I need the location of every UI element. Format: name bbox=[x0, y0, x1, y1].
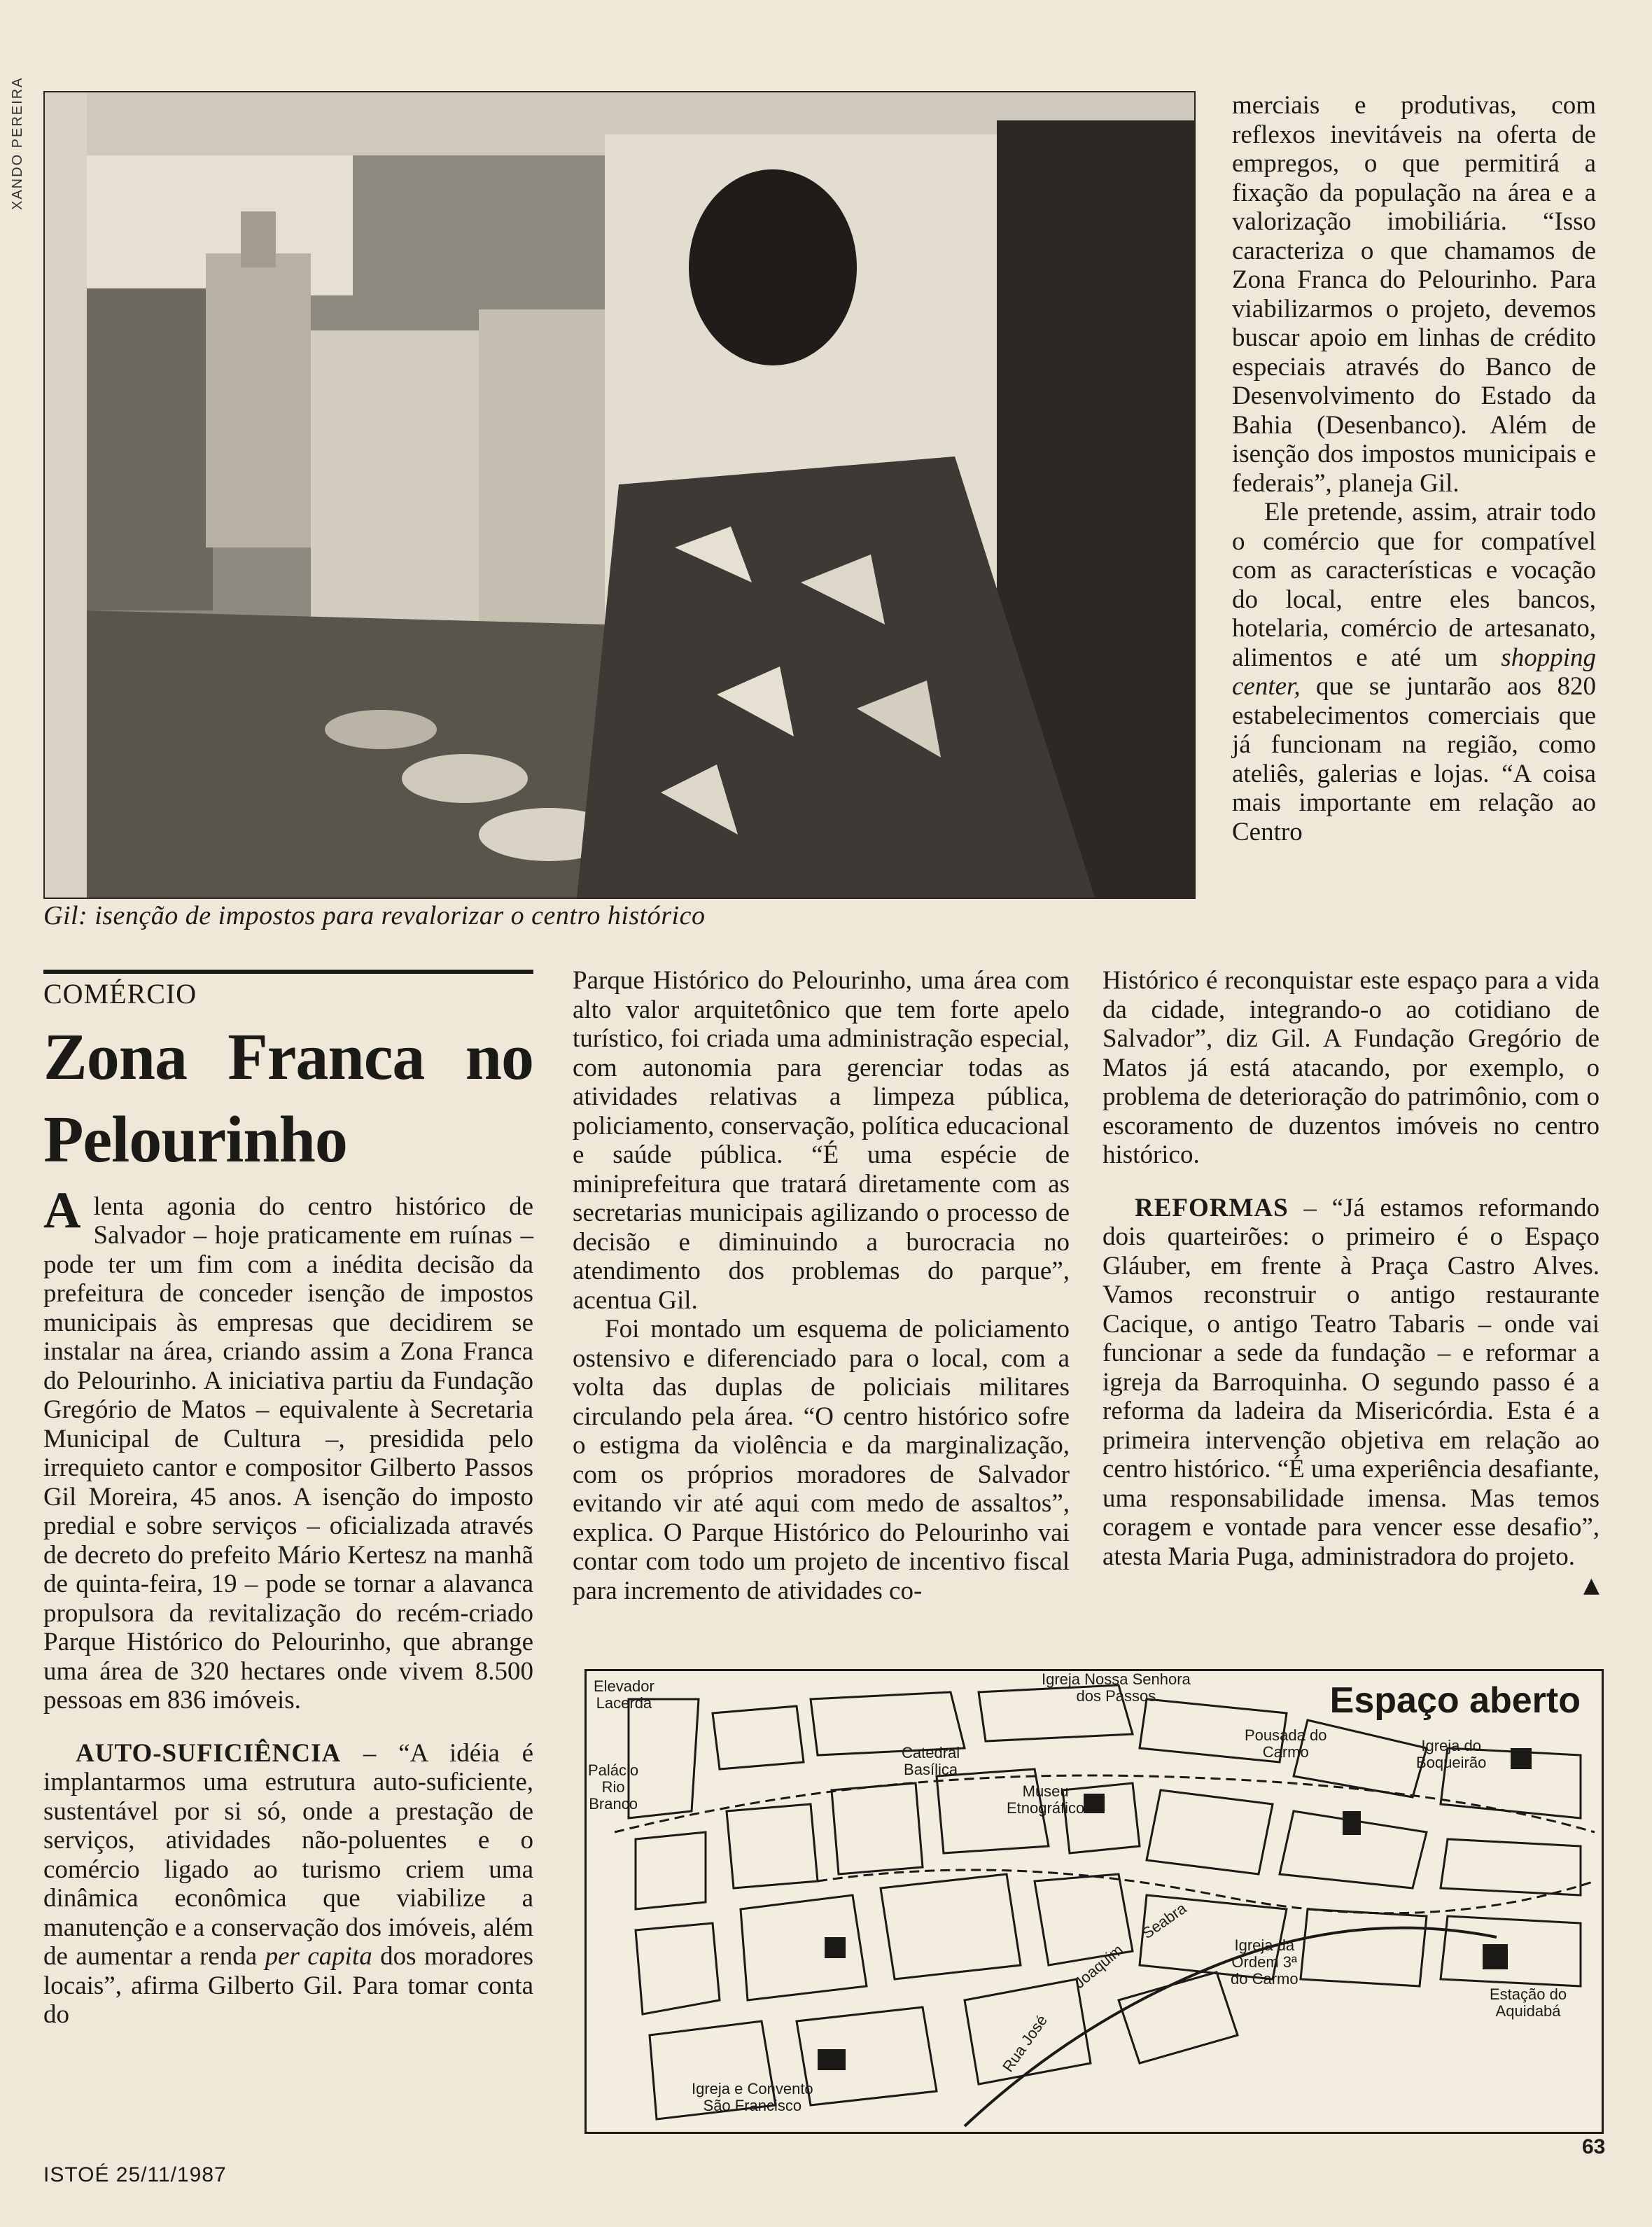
map-label-seabra: Seabra bbox=[1138, 1899, 1190, 1943]
page-number: 63 bbox=[1582, 2135, 1606, 2158]
article-column-3-top bbox=[1232, 91, 1596, 846]
pelourinho-map bbox=[584, 1669, 1604, 2134]
col2-paragraph-2: Foi montado um esquema de policiamento ostensivo e diferenciado para o local, com a volta das duplas de policiais militares circulando pela área. “O centro histórico sofre o estigma da violência e da marginalização, com os próprios moradores de Salvador evitando vir até aqui com medo de assaltos”, explica. O Parque Histórico do Pelourinho vai contar com todo um projeto de incentivo fiscal para incremento de atividades co- bbox=[573, 1315, 1070, 1605]
article-column-1 bbox=[43, 970, 533, 2030]
auto-suficiencia-text-end: dos moradores locais”, afirma Gilberto Gil. Para tomar conta do bbox=[43, 1942, 533, 2029]
map-label-palacio-rio-branco: Palácio Rio Branco bbox=[588, 1761, 639, 1813]
dropcap: A bbox=[43, 1181, 81, 1239]
map-title: Espaço aberto bbox=[1329, 1680, 1581, 1721]
map-label-elevador-lacerda: Elevador Lacerda bbox=[594, 1677, 654, 1712]
col3-top-text-end: que se juntarão aos 820 estabelecimentos comerciais que já funcionam na região, como ateliês, galerias e lojas. “A coisa mais importante em relação ao Centro bbox=[1232, 672, 1596, 846]
headline: Zona Franca no Pelourinho bbox=[43, 1020, 533, 1176]
per-capita-text: per capita bbox=[257, 1942, 372, 1971]
subhead-reformas: REFORMAS bbox=[1135, 1193, 1289, 1222]
shopping-center-text: shopping center, bbox=[1232, 643, 1596, 701]
map-label-museu-etnografico: Museu Etnográfico bbox=[1007, 1782, 1085, 1817]
auto-suficiencia-text: – “A idéia é implantarmos uma estrutura auto-suficiente, sustentável por si só, onde a prestação de serviços, atividades não-poluentes e o comércio ligado ao turismo criem uma dinâmica econômica que viabilize a manutenção e a conservação dos imóveis, além de aumentar a renda bbox=[43, 1738, 533, 1971]
photo-illustration bbox=[45, 92, 1194, 898]
map-label-estacao-aquidaba: Estação do Aquidabá bbox=[1490, 1985, 1567, 2020]
map-label-pousada-carmo: Pousada do Carmo bbox=[1245, 1726, 1327, 1761]
col2-paragraph-1: Parque Histórico do Pelourinho, uma área com alto valor arquitetônico que tem forte apelo turístico, foi criada uma administração especial, com autonomia para gerenciar todas as atividades relativas a limpeza pública, policiamento, conservação, política educacional e saúde pública. “É uma espécie de miniprefeitura que tratará diretamente com as secretarias municipais agilizando o processo de decisão e diminuindo a burocracia no atendimento dos problemas do parque”, acentua Gil. bbox=[573, 966, 1070, 1315]
map-label-nossa-senhora-passos: Igreja Nossa Senhora dos Passos bbox=[1042, 1670, 1191, 1705]
map-label-sao-francisco: Igreja e Convento São Francisco bbox=[692, 2080, 813, 2114]
section-label: COMÉRCIO bbox=[43, 978, 197, 1010]
col3-paragraph-1: Histórico é reconquistar este espaço para a vida da cidade, integrando-o ao cotidiano de Salvador”, diz Gil. A Fundação Gregório de Matos já está atacando, por exemplo, o problema de deterioração do patrimônio, com o escoramento de duzentos imóveis no centro histórico. bbox=[1102, 966, 1600, 1169]
issue-footer: ISTOÉ 25/11/1987 bbox=[43, 2163, 227, 2186]
map-label-igreja-boqueirao: Igreja do Boqueirão bbox=[1416, 1737, 1487, 1771]
lead-paragraph bbox=[43, 1181, 533, 1715]
col3-top-paragraph-1: merciais e produtivas, com reflexos inevitáveis na oferta de empregos, o que permitirá a fixação da população na área e a valorização imobiliária. “Isso caracteriza o que chamamos de Zona Franca do Pelourinho. Para viabilizarmos o projeto, devemos buscar apoio em linhas de crédito especiais através do Banco de Desenvolvimento do Estado da Bahia (Desenbanco). Além de isenção dos impostos municipais e federais”, planeja Gil. bbox=[1232, 91, 1596, 498]
photo-gil-pelourinho bbox=[43, 91, 1196, 899]
article-column-3 bbox=[1102, 966, 1600, 1600]
reformas-paragraph bbox=[1102, 1193, 1600, 1598]
subhead-auto-suficiencia: AUTO-SUFICIÊNCIA bbox=[76, 1738, 342, 1768]
reformas-text: – “Já estamos reformando dois quarteirões: o primeiro é o Espaço Gláuber, em frente à Praça Castro Alves. Vamos reconstruir o antigo restaurante Cacique, o antigo Teatro Tabaris – onde vai funcionar a sede da fundação – e reformar a igreja da Barroquinha. O segundo passo é a reforma da ladeira da Misericórdia. Esta é a primeira intervenção objetiva em relação ao centro histórico. “É uma experiência desafiante, uma responsabilidade imensa. Mas temos coragem e vontade para vencer esse desafio”, atesta Maria Puga, administradora do projeto. bbox=[1102, 1193, 1600, 1571]
map-label-catedral-basilica: Catedral Basílica bbox=[902, 1744, 960, 1778]
map-label-ordem-carmo: Igreja da Ordem 3ª do Carmo bbox=[1231, 1936, 1298, 1988]
photo-credit: XANDO PEREIRA bbox=[10, 76, 25, 210]
end-mark-icon: ▲ bbox=[1583, 1573, 1600, 1598]
lead-text: lenta agonia do centro histórico de Salvador – hoje praticamente em ruínas – pode ter um fim com a inédita decisão da prefeitura de conceder isenção de impostos municipais às empresas que decidirem se instalar na área, criando assim a Zona Franca do Pelourinho. A iniciativa partiu da Fundação Gregório de Matos – equivalente à Secretaria Municipal de Cultura –, presidida pelo irrequieto cantor e compositor Gilberto Passos Gil Moreira, 45 anos. A isenção do imposto predial e sobre serviços – oficializada através de decreto do prefeito Mário Kertesz na manhã de quinta-feira, 19 – pode se tornar a alavanca propulsora da revitalização do recém-criado Parque Histórico do Pelourinho, que abrange uma área de 320 hectares onde vivem 8.500 pessoas em 836 imóveis. bbox=[43, 1192, 533, 1715]
map-label-rua-jose: Rua José bbox=[999, 2011, 1051, 2075]
auto-suficiencia-paragraph bbox=[43, 1739, 533, 2030]
section-rule bbox=[43, 970, 533, 974]
map-label-joaquim: Joaquim bbox=[1070, 1941, 1127, 1992]
col3-top-text: Ele pretende, assim, atrair todo o comércio que for compatível com as características e vocação do local, entre eles bancos, hotelaria, comércio de artesanato, alimentos e até um bbox=[1232, 498, 1596, 672]
col3-top-paragraph-2 bbox=[1232, 498, 1596, 846]
photo-caption: Gil: isenção de impostos para revalorizar o centro histórico bbox=[43, 901, 706, 930]
article-column-2 bbox=[573, 966, 1070, 1605]
